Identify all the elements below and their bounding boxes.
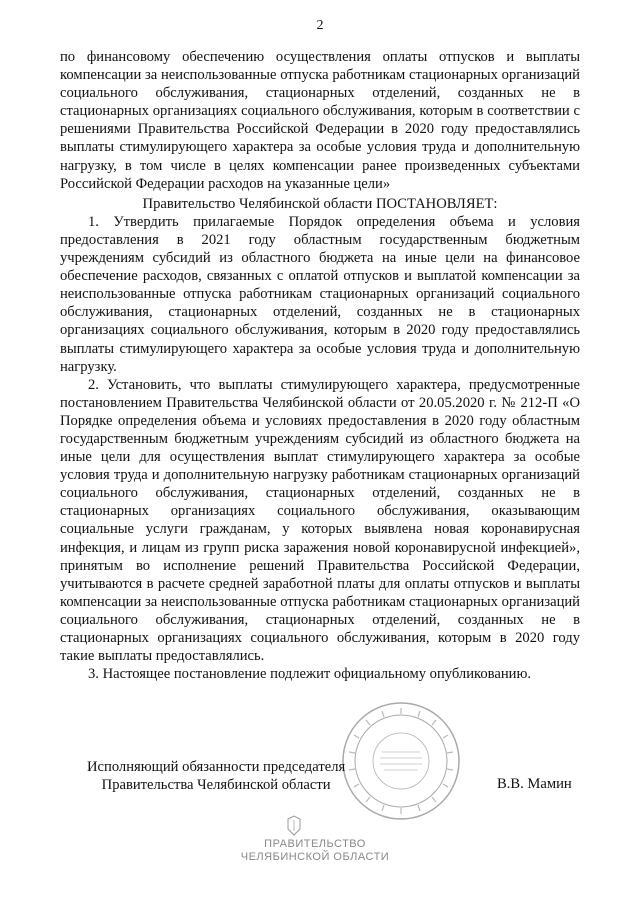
official-seal (340, 700, 462, 822)
document-body (60, 48, 580, 683)
signature-title-line1: Исполняющий обязанности председателя (87, 759, 346, 775)
signature-title (87, 758, 345, 794)
page-number: 2 (316, 18, 324, 33)
decree-item-3: 3. Настоящее постановление подлежит официальному опубликованию. (88, 666, 532, 683)
registration-stamp (235, 838, 395, 864)
intro-paragraph: по финансовому обеспечению осуществления оплаты отпусков и выплаты компенсации за неиспользованные отпуска работникам стационарных организаций социального обслуживания, стационарных отделений, созданных не в стационарных организациях социального обслуживания, которым в соответствии с решениями Правительства Российской Федерации в 2020 году предоставлялись выплаты стимулирующего характера за особые условия труда и дополнительную нагрузку, в том числе в целях компенсации ранее произведенных субъектами Российской Федерации расходов на указанные цели» (60, 49, 580, 192)
stamp-line2: ЧЕЛЯБИНСКОЙ ОБЛАСТИ (240, 851, 390, 863)
signatory-name: В.В. Мамин (497, 776, 572, 792)
decree-heading: Правительство Челябинской области ПОСТАНОВЛЯЕТ: (142, 195, 498, 212)
coat-of-arms-emblem (282, 815, 306, 837)
decree-item-1: 1. Утвердить прилагаемые Порядок определения объема и условия предоставления в 2021 году областным государственным бюджетным учреждениям субсидий из областного бюджета на иные цели на финансовое обеспечение расходов, связанных с оплатой отпусков и выплатой компенсации за неиспользованные отпуска работникам стационарных организаций социального обслуживания, стационарных отделений, созданных не в стационарных организациях социального обслуживания, которым в 2020 году предоставлялись выплаты стимулирующего характера за особые условия труда и дополнительную нагрузку. (60, 213, 580, 375)
stamp-line1: ПРАВИТЕЛЬСТВО (264, 838, 366, 850)
decree-item-2: 2. Установить, что выплаты стимулирующего характера, предусмотренные постановлением Правительства Челябинской области от 20.05.2020 г. № 212-П «О Порядке определения объема и условиях предоставления в 2020 году областным государственным бюджетным учреждениям субсидий из областного бюджета на иные цели для осуществления выплат стимулирующего характера за особые условия труда и дополнительную нагрузку работникам стационарных организаций социального обслуживания, стационарных отделений, созданных не в стационарных организациях социального обслуживания, оказывающим социальные услуги гражданам, у которых выявлена новая коронавирусная инфекция, и лицам из групп риска заражения новой коронавирусной инфекцией», принятым во исполнение решений Правительства Российской Федерации, учитываются в расчете средней заработной платы для оплаты отпусков и выплаты компенсации за неиспользованные отпуска работникам стационарных организаций социального обслуживания, стационарных отделений, созданных не в стационарных организациях социального обслуживания, которым в 2020 году такие выплаты предоставлялись. (60, 376, 580, 665)
signature-title-line2: Правительства Челябинской области (101, 777, 331, 793)
